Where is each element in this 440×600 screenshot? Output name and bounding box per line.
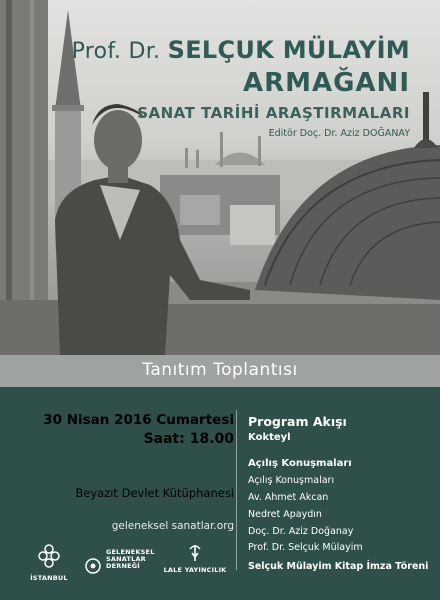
gsd-label-2: SANATLAR	[106, 555, 146, 563]
istanbul-label: İSTANBUL	[30, 574, 68, 582]
gsd-label-1: GELENEKSEL	[106, 548, 155, 556]
event-venue: Beyazıt Devlet Kütüphanesi	[75, 486, 234, 500]
book-title-block	[72, 36, 410, 139]
author-prefix: Prof. Dr.	[71, 39, 161, 64]
event-time: Saat: 18.00	[143, 431, 234, 447]
speaker-item: Doç. Dr. Aziz Doğanay	[248, 526, 354, 537]
lale-logo	[160, 543, 230, 574]
gsd-logo	[84, 543, 154, 570]
speaker-item: Av. Ahmet Akcan	[248, 492, 329, 503]
flower-icon	[84, 557, 102, 575]
speaker-item: Prof. Dr. Selçuk Mülayim	[248, 542, 363, 553]
band-title: Tanıtım Toplantısı	[142, 360, 298, 380]
speaker-item: Nedret Apaydın	[248, 509, 322, 520]
author-line	[72, 36, 410, 64]
program-title: Program Akışı	[248, 414, 347, 429]
program-closing: Selçuk Mülayim Kitap İmza Töreni	[248, 561, 429, 572]
program-kokteyl: Kokteyl	[248, 432, 291, 443]
gsd-label-3: DERNEĞİ	[106, 562, 140, 570]
author-name: SELÇUK MÜLAYİM	[167, 36, 410, 64]
editor-credit: Editör Doç. Dr. Aziz DOĞANAY	[268, 128, 410, 139]
event-date: 30 Nisan 2016 Cumartesi	[43, 412, 234, 428]
program-opening-heading: Açılış Konuşmaları	[248, 458, 352, 469]
istanbul-logo	[26, 543, 72, 582]
tulip-icon	[37, 543, 61, 571]
column-divider	[236, 410, 237, 570]
book-title: ARMAĞANI	[242, 68, 410, 98]
lale-label: LALE YAYINCILIK	[163, 566, 227, 574]
website-link[interactable]: geleneksel sanatlar.org	[111, 520, 234, 532]
lale-tulip-icon	[187, 543, 203, 563]
book-subtitle: SANAT TARİHİ ARAŞTIRMALARI	[137, 104, 410, 122]
speaker-item: Açılış Konuşmaları	[248, 475, 335, 486]
